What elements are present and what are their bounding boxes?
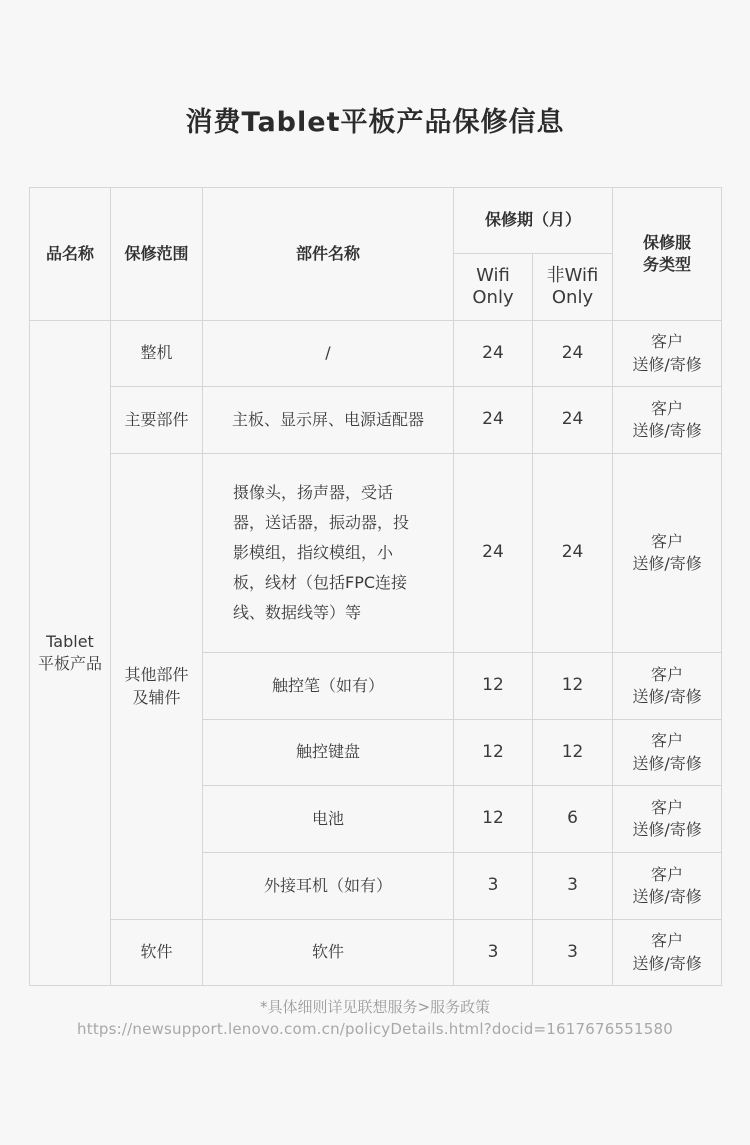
wifi-period-cell: 24 bbox=[454, 454, 533, 653]
service-line-1: 客户 bbox=[651, 332, 684, 352]
wifi-period-cell: 3 bbox=[454, 920, 533, 986]
wifi-period-cell: 12 bbox=[454, 653, 533, 720]
wifi-period-cell: 12 bbox=[454, 720, 533, 786]
table-row bbox=[30, 920, 722, 986]
scope-cell bbox=[111, 454, 203, 920]
service-line-2: 送修/寄修 bbox=[632, 887, 702, 906]
table-row bbox=[30, 321, 722, 387]
part-cell: 软件 bbox=[203, 920, 454, 986]
non-wifi-period-cell: 12 bbox=[533, 653, 613, 720]
product-name-line-2: 平板产品 bbox=[37, 654, 102, 673]
header-wifi-line-1: Wifi bbox=[476, 264, 510, 286]
wifi-period-cell: 3 bbox=[454, 853, 533, 920]
header-warranty-period: 保修期（月） bbox=[454, 188, 613, 254]
footnote-text: *具体细则详见联想服务>服务政策 bbox=[259, 998, 491, 1016]
header-non-wifi-line-1: 非Wifi bbox=[546, 264, 599, 286]
warranty-table bbox=[29, 187, 722, 986]
part-line-3: 影模组，指纹模组，小 bbox=[233, 543, 394, 562]
non-wifi-period-cell: 12 bbox=[533, 720, 613, 786]
header-service-line-1: 保修服 bbox=[643, 232, 692, 252]
service-cell bbox=[613, 853, 722, 920]
table-row bbox=[30, 454, 722, 653]
service-line-2: 送修/寄修 bbox=[632, 354, 702, 374]
part-line-1: 摄像头，扬声器，受话 bbox=[233, 483, 394, 502]
non-wifi-period-cell: 3 bbox=[533, 853, 613, 920]
policy-url: https://newsupport.lenovo.com.cn/policyDetails.html?docid=1617676551580 bbox=[77, 1020, 673, 1038]
header-product-name: 品名称 bbox=[30, 188, 111, 321]
header-wifi-line-2: Only bbox=[472, 287, 514, 308]
scope-line-2: 及辅件 bbox=[132, 687, 181, 707]
part-cell: 电池 bbox=[203, 786, 454, 853]
header-service-line-2: 务类型 bbox=[643, 255, 692, 274]
non-wifi-period-cell: 24 bbox=[533, 387, 613, 454]
service-line-2: 送修/寄修 bbox=[632, 421, 702, 440]
header-wifi-only bbox=[454, 254, 533, 321]
service-cell bbox=[613, 720, 722, 786]
scope-cell: 主要部件 bbox=[111, 387, 203, 454]
product-name-cell bbox=[30, 321, 111, 986]
service-cell bbox=[613, 454, 722, 653]
service-line-1: 客户 bbox=[651, 531, 684, 551]
service-line-1: 客户 bbox=[651, 664, 684, 684]
part-cell: 主板、显示屏、电源适配器 bbox=[203, 387, 454, 454]
scope-line-1: 其他部件 bbox=[124, 665, 189, 685]
service-line-1: 客户 bbox=[651, 398, 684, 418]
wifi-period-cell: 24 bbox=[454, 321, 533, 387]
service-cell bbox=[613, 387, 722, 454]
non-wifi-period-cell: 6 bbox=[533, 786, 613, 853]
part-line-2: 器，送话器，振动器，投 bbox=[233, 513, 410, 532]
service-cell bbox=[613, 321, 722, 387]
service-cell bbox=[613, 786, 722, 853]
service-cell bbox=[613, 920, 722, 986]
non-wifi-period-cell: 3 bbox=[533, 920, 613, 986]
page-title: 消费Tablet平板产品保修信息 bbox=[185, 107, 565, 138]
product-name-line-1: Tablet bbox=[46, 631, 94, 651]
part-cell bbox=[203, 454, 454, 653]
part-cell: 外接耳机（如有） bbox=[203, 853, 454, 920]
table-row bbox=[30, 387, 722, 454]
header-non-wifi-line-2: Only bbox=[551, 287, 594, 308]
wifi-period-cell: 12 bbox=[454, 786, 533, 853]
service-line-2: 送修/寄修 bbox=[632, 753, 702, 773]
header-row bbox=[30, 188, 722, 254]
service-line-2: 送修/寄修 bbox=[632, 554, 702, 573]
scope-cell: 软件 bbox=[111, 920, 203, 986]
service-line-1: 客户 bbox=[651, 731, 684, 751]
scope-cell: 整机 bbox=[111, 321, 203, 387]
non-wifi-period-cell: 24 bbox=[533, 454, 613, 653]
service-cell bbox=[613, 653, 722, 720]
header-service-type bbox=[613, 188, 722, 321]
part-line-5: 线、数据线等）等 bbox=[233, 603, 362, 622]
header-warranty-scope: 保修范围 bbox=[111, 188, 203, 321]
service-line-1: 客户 bbox=[651, 931, 684, 951]
service-line-2: 送修/寄修 bbox=[632, 687, 702, 706]
part-cell: 触控笔（如有） bbox=[203, 653, 454, 720]
wifi-period-cell: 24 bbox=[454, 387, 533, 454]
service-line-2: 送修/寄修 bbox=[632, 953, 702, 973]
non-wifi-period-cell: 24 bbox=[533, 321, 613, 387]
part-line-4: 板，线材（包括FPC连接 bbox=[233, 573, 408, 592]
header-part-name: 部件名称 bbox=[203, 188, 454, 321]
service-line-2: 送修/寄修 bbox=[632, 820, 702, 839]
part-cell: / bbox=[203, 321, 454, 387]
header-non-wifi-only bbox=[533, 254, 613, 321]
service-line-1: 客户 bbox=[651, 864, 684, 884]
part-cell: 触控键盘 bbox=[203, 720, 454, 786]
service-line-1: 客户 bbox=[651, 797, 684, 817]
